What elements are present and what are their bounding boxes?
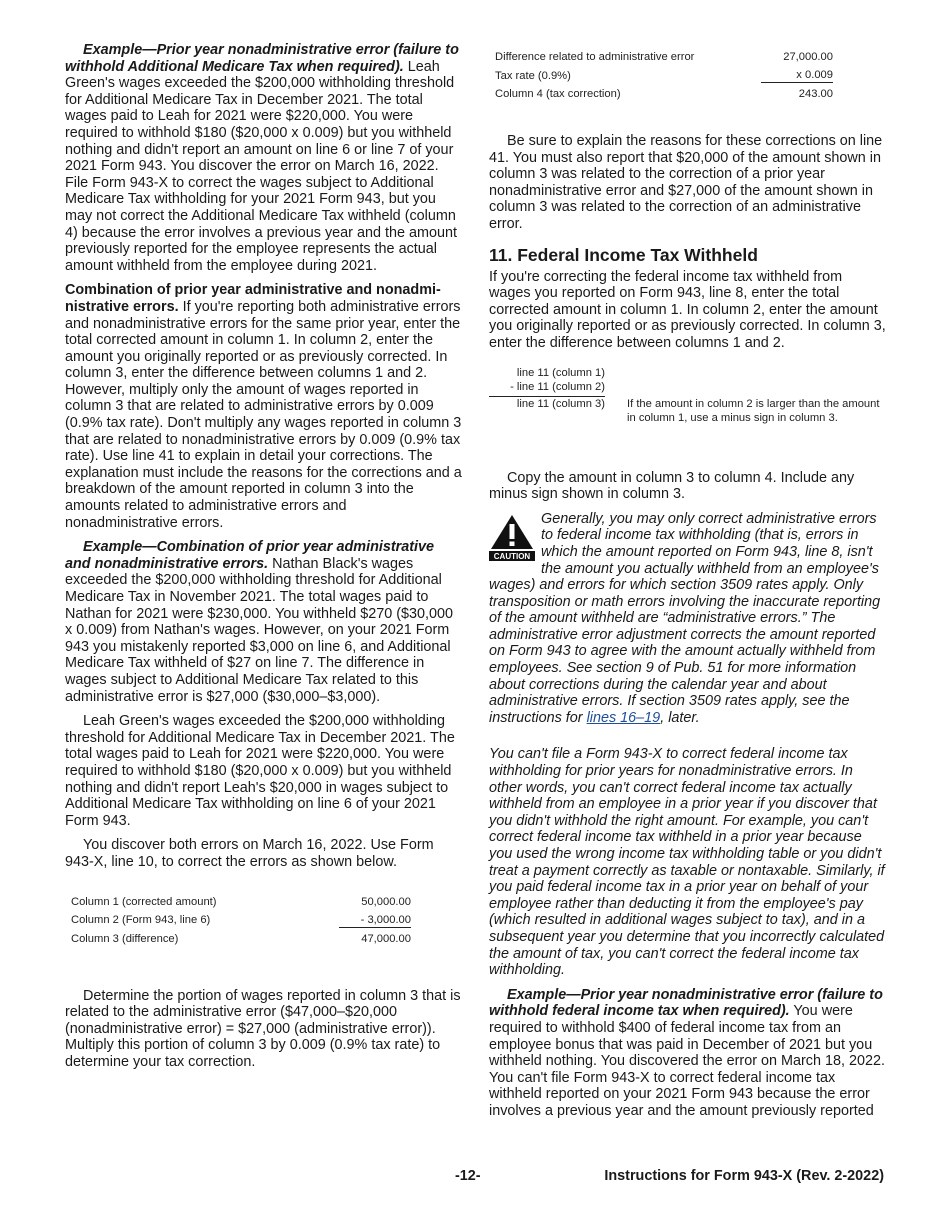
left-column (65, 42, 462, 1078)
table-row (495, 48, 833, 66)
row-value: 47,000.00 (361, 932, 411, 945)
line-11-note: If the amount in column 2 is larger than the amount in column 1, use a minus sign in column 3. (627, 397, 880, 425)
row-value (298, 911, 411, 930)
document-title: Instructions for Form 943-X (Rev. 2-2022) (604, 1168, 884, 1184)
column-calculation-table (71, 893, 411, 948)
row-label: Column 2 (Form 943, line 6) (71, 914, 211, 926)
line-11-table (489, 366, 887, 426)
table-row (71, 893, 411, 911)
underlined-value: - 3,000.00 (339, 913, 411, 928)
example-combination (65, 539, 462, 705)
line-11-row-3: line 11 (column 3) (516, 397, 605, 410)
caution-block (489, 511, 887, 979)
determine-paragraph: Determine the portion of wages reported in column 3 that is related to the administrative error ($47,000–$20,000 (nonadministrative error) = $27,000 (administrative error)). Multiply this portion of column 3 by 0.009 (0.9% tax rate) to determine your tax correction. (65, 987, 461, 1070)
row-label: Column 3 (difference) (71, 932, 179, 945)
right-column (489, 42, 887, 1128)
discover-paragraph: You discover both errors on March 16, 2022. Use Form 943-X, line 10, to correct the errors as shown below. (65, 837, 434, 870)
example-text: You were required to withhold $400 of federal income tax from an employee bonus that was paid in December of 2021 but you withheld nothing. You discovered the error on March 18, 2022. You can't file Form 943-X to correct federal income tax withheld reported on your 2021 Form 943 because the error involves a previous year and the amount previously reported (489, 1003, 886, 1119)
example-heading: Example—Prior year nonadministrative error (failure to withhold federal income tax when required). (489, 986, 883, 1020)
row-value: 27,000.00 (783, 51, 833, 63)
tax-correction-table (495, 48, 833, 103)
row-value: 243.00 (798, 88, 833, 100)
explain-paragraph: Be sure to explain the reasons for these corrections on line 41. You must also report that $20,000 of the amount shown in column 3 was related to the correction of a prior year nonadministrative error and $27,000 of the amount shown in column 3 was related to the correction of an administrative error. (489, 133, 883, 232)
combination-heading: Combination of prior year administrative and nonadministrative errors. (65, 282, 441, 315)
example-heading: Example—Prior year nonadministrative error (failure to withhold Additional Medicare Tax when required). (65, 42, 459, 75)
copy-paragraph: Copy the amount in column 3 to column 4. Include any minus sign shown in column 3. (489, 469, 855, 503)
table-row (71, 930, 411, 948)
table-row (71, 911, 411, 930)
row-label: Column 4 (tax correction) (495, 88, 621, 100)
caution-text (489, 511, 887, 727)
leah-paragraph: Leah Green's wages exceeded the $200,000 withholding threshold for Additional Medicare Tax in December 2021. The total wages paid to Leah for 2021 were $220,000. You were required to withhold $180 ($20,000 x 0.009) but you withheld nothing and didn't report Leah's $20,000 in wages subject to Additional Medicare Tax withholding on line 6 of your 2021 Form 943. (65, 713, 455, 829)
underlined-value: x 0.009 (761, 68, 833, 83)
row-label: Column 1 (corrected amount) (71, 895, 217, 908)
row-value: 50,000.00 (361, 895, 411, 908)
caution-label: CAUTION (493, 551, 531, 561)
nonadmin-note: You can't file a Form 943-X to correct federal income tax withholding for prior years for nonadministrative errors. In other words, you can't correct federal income tax actually withheld from an employee in a prior year if you discover that you didn't withhold the right amount. For example, you can't correct federal income tax withheld in a prior year because you used the wrong income tax withholding table or you didn't treat a payment correctly as taxable or nontaxable. Similarly, if you paid federal income tax in a prior year on behalf of your employee rather than deducting it from the employee's pay (which resulted in additional wages subject to tax), and in a subsequent year you determine that you incorrectly calculated the amount of tax, you can't correct the federal income tax withholding. (489, 746, 885, 979)
table-row (495, 85, 833, 103)
caution-text-part: Generally, you may only correct administrative errors to federal income tax withholding (that is, errors in which the amount reported on Form 943, line 8, isn't the amount you actually withheld from an employee's wages) and errors for which section 3509 rates apply. Only transposition or math errors involving the inaccurate reporting of the amount withheld are “administrative errors.” The administrative error adjustment corrects the amount reported on Form 943 to agree with the amount actually withheld from employees. See section 9 of Pub. 51 for more information about corrections during the calendar year and about administrative errors. If section 3509 rates apply, see the instructions for (489, 510, 881, 726)
caution-text-end: , later. (660, 709, 700, 726)
example-prior-year-nonadmin-ams (65, 42, 462, 274)
combination-text: If you're reporting both administrative errors and nonadministrative errors for the same prior year, enter the total corrected amount in column 1. In column 2, enter the amount you originally reported or as previously corrected. In column 3, enter the difference between columns 1 and 2. However, multiply only the amount of wages reported in column 3 that are related to administrative errors by 0.009 (0.9% tax rate). Don't multiply any wages reported in column 3 that are related to nonadministrative errors by 0.009 (0.9% tax rate). Use line 41 to explain in detail your corrections. The explanation must include the reasons for the corrections and a breakdown of the amount reported in column 3 into the amounts related to administrative errors and nonadministrative errors. (65, 298, 462, 531)
row-label: Tax rate (0.9%) (495, 69, 571, 82)
line-11-row-2: - line 11 (column 2) (489, 380, 605, 397)
section-title: 11. Federal Income Tax Withheld (489, 244, 758, 265)
row-label: Difference related to administrative error (495, 51, 695, 63)
caution-icon (489, 513, 535, 561)
row-value (743, 66, 833, 85)
example-prior-year-fitw (489, 987, 887, 1120)
example-text: Nathan Black's wages exceeded the $200,000 withholding threshold for Additional Medicare Tax in November 2021. The total wages paid to Nathan for 2021 were $230,000. You withheld $270 ($30,000 x 0.009) from Nathan's wages. However, on your 2021 Form 943 you mistakenly reported $3,000 on line 6, and Additional Medicare Tax withheld of $27 on line 7. The difference in wages subject to Additional Medicare Tax related to this administrative error is $27,000 ($30,000–$3,000). (65, 555, 454, 705)
example-heading: Example—Combination of prior year administrative and nonadministrative errors. (65, 539, 435, 572)
combination-paragraph (65, 282, 462, 531)
section-paragraph: If you're correcting the federal income tax withheld from wages you reported on Form 943, line 8, enter the total corrected amount in column 1. In column 2, enter the amount you originally reported or as previously corrected. In column 3, enter the difference between columns 1 and 2. (489, 268, 886, 351)
example-text: Leah Green's wages exceeded the $200,000 withholding threshold for Additional Medicare Tax in December 2021. The total wages paid to Leah for 2021 were $220,000. You were required to withhold $180 ($20,000 x 0.009) but you withheld nothing and didn't report an amount on line 6 or line 7 of your 2021 Form 943. You discover the error on March 16, 2022. File Form 943-X to correct the wages subject to Additional Medicare Tax withholding for your 2021 Form 943, but you may not correct the Additional Medicare Tax withheld (column 4) because the error involves a previous year and the amount previously reported for the employee represents the actual amount withheld from the employee during 2021. (65, 58, 457, 274)
line-11-row-1: line 11 (column 1) (516, 366, 605, 379)
lines-16-19-link[interactable]: lines 16–19 (586, 709, 661, 726)
page-number: -12- (455, 1168, 481, 1184)
table-row (495, 66, 833, 85)
